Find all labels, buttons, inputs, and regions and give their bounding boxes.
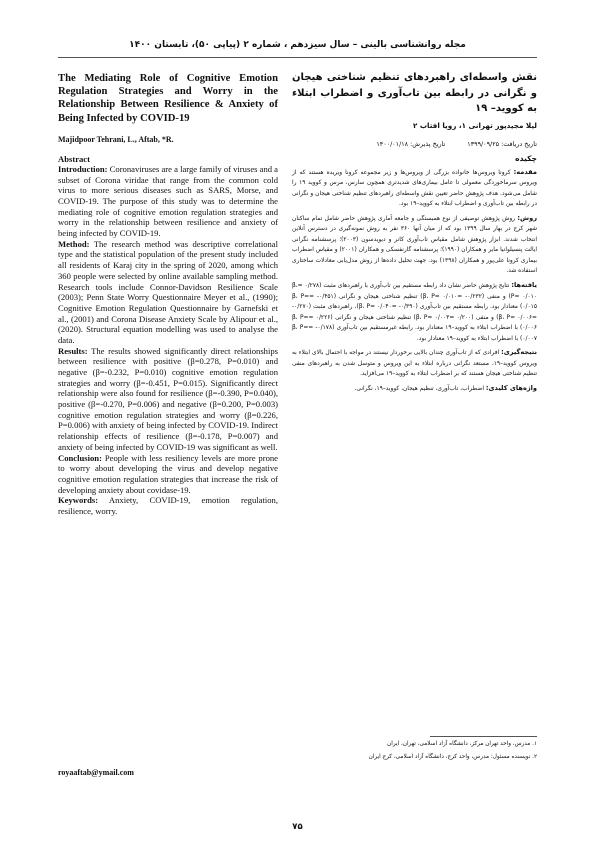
persian-intro-text: کرونا ویروس‌ها خانواده بزرگی از ویروس‌ها و زیر مجموعه کرونا ویریده هستند که از ویروس سرماخوردگی معمولی تا عامل بیماری‌های شدیدتری همچون سارس، مرس و کووید ۱۹ را شامل می‌شود. هدف پژوهش حاضر تعیین نقش واسطه‌ای راهبردهای تنظیم شناختی هیجان و نگرانی در رابطه بین تاب‌آوری و اضطراب ابتلاء به کووید–۱۹ بود. [292,169,538,208]
english-introduction [58,164,278,239]
english-keywords [58,495,278,516]
persian-conclusion-label: نتیجه‌گیری: [501,348,537,357]
persian-keywords [292,383,537,395]
english-conclusion-label: Conclusion: [58,452,102,463]
persian-abstract-column [292,70,537,398]
english-authors: Majidpoor Tehrani, L., Aftab, *R. [58,134,174,144]
persian-results-text: نتایج پژوهش حاضر نشان داد رابطه مستقیم بین تاب‌آوری با راهبردهای مثبت (۰/۲۷۸ =β، P= ۰/۰۱۰) و منفی (۰/۲۳۲- =β، P= ۰/۰۱۰) تنظیم شناختی هیجان و نگرانی (۰/۴۵۱- =β، P= ۰/۰۱۵) معنادار بود. رابطه مستقیم بین تاب‌آوری (۰/۳۹۰- =β، P= ۰/۰۴۰)، راهبردهای مثبت (۰/۲۷۰- =β، P= ۰/۰۰۶) و منفی (۰/۲۰۰ =β، P= ۰/۰۰۳) تنظیم شناختی هیجان و نگرانی (۰/۲۲۶ =β، P= ۰/۰۰۶) با اضطراب ابتلاء به کووید–۱۹ معنادار بود. رابطه غیرمستقیم بین تاب‌آوری (۰/۱۷۸- =β، P= ۰/۰۰۷) با اضطراب ابتلاء به کووید–۱۹ معنادار بود. [292,282,537,342]
footnote-1: ۱. مدرس، واحد تهران مرکز، دانشگاه آزاد اسلامی، تهران، ایران [387,741,537,747]
persian-introduction [292,167,537,210]
persian-keywords-label: واژه‌های کلیدی: [485,383,537,392]
corresponding-email[interactable]: royaaftab@ymail.com [58,768,134,777]
english-keywords-text: Anxiety, COVID-19, emotion regulation, resilience, worry. [58,495,278,516]
english-method-label: Method: [58,238,90,249]
persian-abstract-heading: چکیده [515,153,537,163]
persian-conclusion [292,347,537,380]
persian-authors: لیلا مجیدپور تهرانی ۱، رویا افتاب ۲ [412,120,537,130]
footnote-divider [430,736,537,737]
page-number: ۷۵ [292,822,303,832]
english-abstract-column [58,72,278,517]
english-abstract-heading: Abstract [58,153,90,164]
received-date: تاریخ دریافت: ۱۳۹۹/۰۹/۲۵ [467,139,537,148]
persian-intro-label: مقدمه: [513,167,537,176]
persian-title: نقش واسطه‌ای راهبردهای تنظیم شناختی هیجان و نگرانی در رابطه بین تاب‌آوری و اضطراب ابتلاء به کووید– ۱۹ [292,72,537,114]
english-results [58,346,278,453]
journal-running-header: مجله روانشناسی بالینی – سال سیزدهم ، شماره ۲ (پیاپی ۵۰)، تابستان ۱۴۰۰ [129,40,466,50]
persian-method-text: روش پژوهش توصیفی از نوع همبستگی و جامعه آماری پژوهش حاضر شامل تمام ساکنان شهر کرج در بهار سال ۱۳۹۹ بود که از میان آنها ۳۶۰ نفر به روش نمونه‌گیری در دسترس آنلاین انتخاب شدند. ابزار پژوهش شامل مقیاس تاب‌آوری کانر و دیویدسون (۲۰۰۳)؛ پرسشنامه نگرانی ایالت پنسیلوانیا مایر و همکاران (۱۹۹۰)؛ پرسشنامه گارنفسکی و همکاران (۲۰۰۱) و مقیاس اضطراب بیماری کرونا علی‌پور و همکاران (۱۳۹۸) بود. جهت تحلیل داده‌ها از روش مدل‌یابی معادلات ساختاری استفاده شد. [292,215,538,275]
persian-conclusion-text: افرادی که از تاب‌آوری چندان بالایی برخوردار نیستند در مواجه با احتمال بالای ابتلاء به ویروس کووید–۱۹، مستعد نگرانی درباره ابتلاء به این ویروس و متوسل شدن به راهبردهای منفی تنظیم شناختی هیجان هستند که بر اضطراب ابتلاء به کووید–۱۹ می‌افزاید. [292,350,537,378]
english-results-text: The results showed significantly direct relationships between resilience with positive (β=0.278, P=0.010) and negative (β=-0.232, P=0.010) cognitive emotion regulation strategies and worry (β=-0.451, P=0.015). Significantly direct relationship were also found for resilience (β=-0.390, P=0.040), positive (β=-0.270, P=0.006) and negative (β=0.200, P=0.003) cognitive emotion regulation strategies and worry (β=0.226, P=0.006) with anxiety of being infected by COVID-19. Indirect relationship effects of resilience (β=-0.178, P=0.007) and anxiety of being infected by COVID-19 was significant as well. [58,345,278,452]
persian-results [292,280,537,344]
english-title: The Mediating Role of Cognitive Emotion Regulation Strategies and Worry in the Relationship Between Resilience & Anxiety of Being Infected by COVID-19 [58,73,278,124]
english-method-text: The research method was descriptive correlational type and the statistical population of the present study included all residents of Karaj city in the spring of 2020, among which 360 people were selected by online available sampling method. Research tools include Connor-Davidson Resilience Scale (2003); Penn State Worry Questionnaire Meyer et al., (1990); Cognitive Emotion Regulation Questionnaire by Garnefski et al., (2001) and Corona Disease Anxiety Scale by Alipour et al., (2020). Structural equation modelling was used to analyse the data. [58,238,278,345]
english-intro-text: Coronaviruses are a large family of viruses and a subset of Corona viridae that range from the common cold virus to more serious diseases such as SARS, Morse, and COVID-19. The purpose of this study was to determine the mediating role of cognitive emotion regulation strategies and worry in the relationship between resilience and anxiety of being infected by COVID-19. [58,163,278,239]
article-dates [292,140,537,148]
english-conclusion-text: People with less resiliency levels are more prone to worry about developing the virus and develop negative cognitive emotion regulation strategies that increase the risk of developing anxiety about covidase-19. [58,452,278,495]
english-results-label: Results: [58,345,88,356]
english-method [58,239,278,346]
persian-method-label: روش: [517,213,537,222]
accepted-date: تاریخ پذیرش: ۱۴۰۰/۰۱/۱۸ [376,139,446,148]
header-divider [58,57,537,58]
footnote-2: ۲. نویسنده مسئول: مدرس، واحد کرج، دانشگاه آزاد اسلامی، کرج ایران [368,754,537,760]
persian-method [292,213,537,277]
persian-results-label: یافته‌ها: [511,280,537,289]
english-keywords-label: Keywords: [58,495,99,506]
english-intro-label: Introduction: [58,163,108,174]
english-conclusion [58,453,278,496]
persian-keywords-text: اضطراب، تاب‌آوری، تنظیم هیجان، کووید–۱۹، نگرانی. [354,385,486,392]
